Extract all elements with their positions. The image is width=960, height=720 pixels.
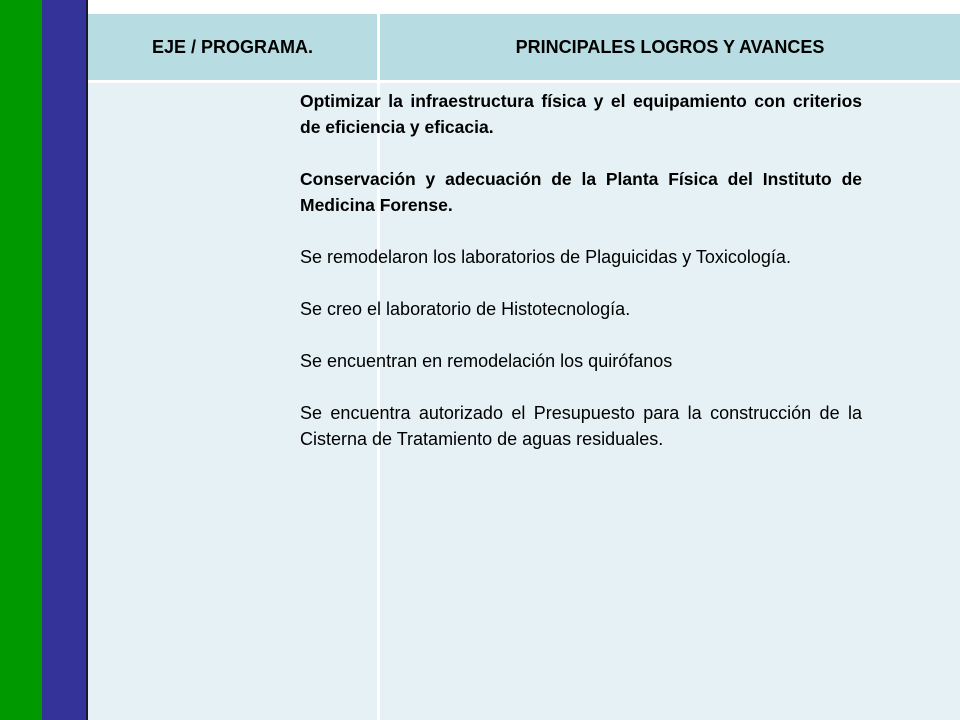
table-header-row — [88, 14, 960, 80]
header-eje-programa: EJE / PROGRAMA. — [151, 36, 314, 57]
paragraph-operating-rooms: Se encuentran en remodelación los quirófanos — [300, 351, 673, 371]
paragraph-objective: Optimizar la infraestructura física y el equipamiento con criterios de eficiencia y eficacia. — [300, 91, 862, 137]
paragraph-histotech-lab: Se creo el laboratorio de Histotecnología. — [300, 299, 631, 319]
left-blue-stripe — [42, 0, 86, 720]
paragraph-conservation: Conservación y adecuación de la Planta Física del Instituto de Medicina Forense. — [300, 169, 862, 215]
paragraph-cistern-budget: Se encuentra autorizado el Presupuesto para la construcción de la Cisterna de Tratamiento de aguas residuales. — [300, 403, 862, 449]
paragraph-remodel-labs: Se remodelaron los laboratorios de Plaguicidas y Toxicología. — [300, 247, 791, 267]
left-green-stripe — [0, 0, 42, 720]
achievements-content — [300, 88, 862, 452]
header-logros-avances: PRINCIPALES LOGROS Y AVANCES — [515, 36, 825, 57]
